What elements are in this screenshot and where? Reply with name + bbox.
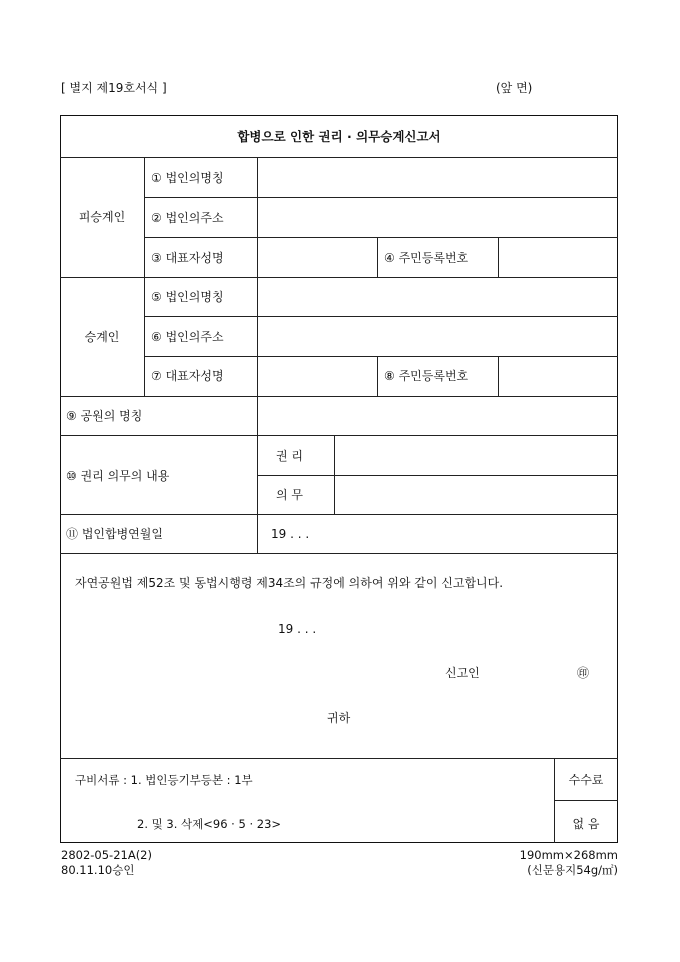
merger-date-value: 19 . . . [271, 527, 310, 541]
col-divider [498, 356, 499, 396]
col-divider [257, 396, 258, 553]
transferee-rep-label: ⑦ 대표자성명 [151, 369, 224, 383]
col-divider [257, 157, 258, 396]
fee-value: 없 음 [572, 817, 600, 831]
row-divider [60, 396, 618, 397]
col-divider [377, 356, 378, 396]
row-divider [144, 237, 618, 238]
form-title: 합병으로 인한 권리 · 의무승계신고서 [237, 129, 441, 144]
row-divider [60, 514, 618, 515]
transferee-group-label: 승계인 [84, 330, 120, 344]
transferor-rep-label: ③ 대표자성명 [151, 251, 224, 265]
approval-date: 80.11.10승인 [61, 863, 135, 877]
page-side-label: (앞 면) [496, 81, 533, 95]
row-divider [60, 758, 618, 759]
row-divider [144, 316, 618, 317]
row-divider [60, 553, 618, 554]
seal-mark: ㊞ [577, 666, 590, 680]
form-code: 2802-05-21A(2) [61, 848, 152, 862]
addressee: 귀하 [327, 711, 351, 725]
transferee-address-label: ⑥ 법인의주소 [151, 330, 224, 344]
duties-label: 의 무 [276, 488, 303, 502]
transferor-address-label: ② 법인의주소 [151, 211, 224, 225]
merger-date-label: ⑪ 법인합병연월일 [66, 527, 163, 541]
transferor-name-label: ① 법인의명칭 [151, 171, 224, 185]
transferor-group-label: 피승계인 [78, 210, 126, 224]
col-divider [498, 237, 499, 277]
required-documents-line1: 구비서류 : 1. 법인등기부등본 : 1부 [75, 773, 253, 787]
col-divider [377, 237, 378, 277]
declaration-date: 19 . . . [278, 622, 317, 636]
rights-label: 권 리 [276, 449, 303, 463]
park-name-label: ⑨ 공원의 명칭 [66, 409, 143, 423]
transferee-name-label: ⑤ 법인의명칭 [151, 290, 224, 304]
row-divider [60, 435, 618, 436]
transferor-reg-no-label: ④ 주민등록번호 [384, 251, 469, 265]
declarant-label: 신고인 [445, 666, 480, 680]
fee-label: 수수료 [568, 773, 604, 787]
row-divider [554, 800, 618, 801]
required-documents-line2: 2. 및 3. 삭제<96 · 5 · 23> [137, 817, 282, 831]
paper-size: 190mm×268mm [519, 848, 618, 862]
paper-spec: (신문용지54g/㎡) [527, 863, 618, 877]
declaration-statement: 자연공원법 제52조 및 동법시행령 제34조의 규정에 의하여 위와 같이 신고합니다. [75, 576, 504, 590]
row-divider [257, 475, 618, 476]
form-number: [ 별지 제19호서식 ] [61, 81, 167, 95]
col-divider [144, 157, 145, 396]
row-divider [144, 356, 618, 357]
rights-duties-label: ⑩ 권리 의무의 내용 [66, 469, 170, 483]
row-divider [144, 197, 618, 198]
transferee-reg-no-label: ⑧ 주민등록번호 [384, 369, 469, 383]
col-divider [334, 435, 335, 514]
